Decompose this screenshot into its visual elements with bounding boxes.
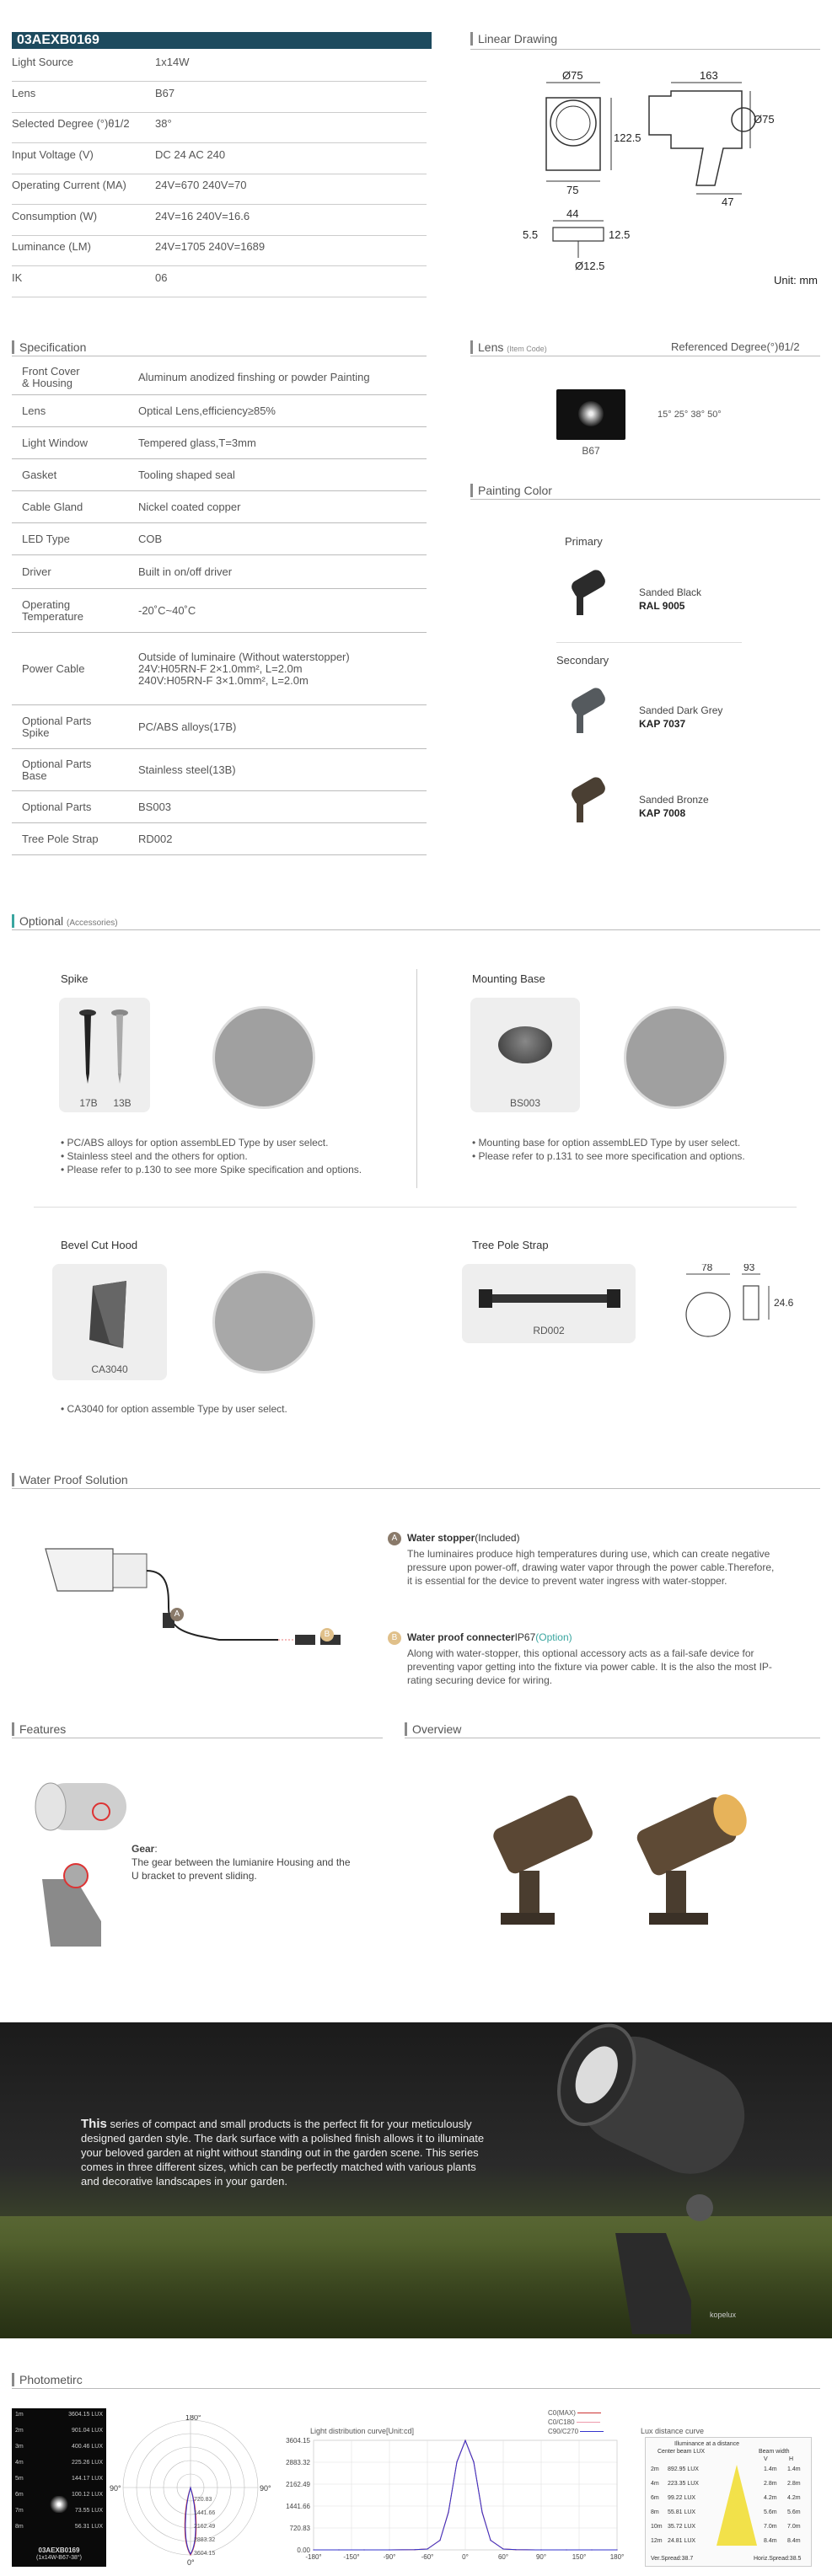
y-tick-label: 1441.66 — [286, 2503, 310, 2510]
overview-product-image — [489, 1786, 776, 1938]
water-stopper-sub: (Included) — [475, 1532, 520, 1544]
spike-a-label: 17B — [79, 1097, 98, 1109]
illum-h: 8.4m — [787, 2538, 801, 2544]
illum-distance: 2m — [651, 2466, 659, 2472]
spec-row — [12, 240, 427, 266]
color-product-icon — [563, 688, 610, 738]
color-option — [560, 566, 796, 625]
specification-label: Operating Temperature — [22, 598, 83, 623]
specification-value: BS003 — [138, 801, 172, 813]
specification-label: Optional Parts — [22, 801, 92, 813]
divider — [470, 49, 820, 50]
hood-code: CA3040 — [91, 1363, 128, 1375]
strap-card — [462, 1264, 636, 1343]
data-point — [313, 2549, 314, 2550]
polar-bottom: 0° — [187, 2558, 195, 2567]
divider — [12, 2388, 820, 2389]
water-stopper-title: Water stopper — [407, 1532, 475, 1544]
hood-detail-image — [212, 1271, 315, 1374]
illum-head2: Center beam LUX — [658, 2449, 706, 2455]
spec-value: 1x14W — [155, 56, 190, 68]
dark-row-distance: 2m — [15, 2428, 24, 2434]
specification-label: Cable Gland — [22, 501, 83, 513]
badge-a: A — [388, 1532, 401, 1545]
curve-title: Light distribution curve[Unit:cd] — [310, 2427, 415, 2435]
dark-row-lux: 144.17 LUX — [72, 2476, 103, 2482]
spec-value: 24V=16 240V=16.6 — [155, 210, 250, 222]
illum-head5: H — [789, 2456, 794, 2462]
gear-title: Gear — [132, 1843, 155, 1855]
dark-row-lux: 901.04 LUX — [72, 2428, 103, 2434]
specification-value: Aluminum anodized finshing or powder Painting — [138, 371, 370, 383]
spike-title: Spike — [61, 972, 89, 985]
water-stopper-text: The luminaires produce high temperatures during use, which can create negative pressure upon power-off, drawing water vapor through the power cable.Therefore, it is essential for the device to prevent water ingress with water-stopper. — [407, 1548, 775, 1587]
specification-value: Optical Lens,efficiency≥85% — [138, 404, 276, 417]
specification-row — [12, 428, 427, 459]
strap-drawing — [674, 1264, 809, 1340]
dim-d75-top: Ø75 — [562, 69, 583, 82]
polar-right: 90° — [260, 2484, 271, 2493]
waterproof-title: Water Proof Solution — [12, 1473, 128, 1486]
polar-ring-label: 1441.66 — [194, 2510, 216, 2516]
spec-label: Luminance (LM) — [12, 240, 91, 253]
photometric-title: Photometirc — [12, 2373, 83, 2386]
primary-label: Primary — [565, 535, 603, 548]
spec-row — [12, 148, 427, 174]
dark-row — [15, 2524, 103, 2530]
spec-row — [12, 87, 427, 113]
optional-title — [12, 914, 118, 928]
hood-icon — [84, 1277, 135, 1353]
linear-drawing — [472, 67, 826, 295]
illum-distance: 6m — [651, 2495, 659, 2501]
illum-lux: 99.22 LUX — [668, 2495, 696, 2501]
x-tick-label: 60° — [497, 2553, 509, 2561]
note-line: • Please refer to p.131 to see more specification and options. — [472, 1150, 745, 1162]
legend-swatch — [580, 2431, 604, 2432]
dark-row-distance: 1m — [15, 2412, 24, 2418]
dim-d75-side: Ø75 — [754, 113, 775, 126]
illum-row — [646, 2495, 811, 2507]
spec-row — [12, 117, 427, 143]
y-tick-label: 720.83 — [289, 2525, 310, 2532]
x-tick-label: 180° — [609, 2553, 625, 2561]
spec-row — [12, 271, 427, 297]
spec-value: DC 24 AC 240 — [155, 148, 226, 161]
lens-icon — [578, 401, 604, 426]
lens-title — [470, 340, 547, 354]
illum-distance: 8m — [651, 2509, 659, 2515]
waterproof-diagram — [42, 1540, 362, 1675]
optional-title-text: Optional — [19, 914, 64, 928]
specification-label: Power Cable — [22, 662, 85, 675]
data-point — [591, 2549, 592, 2550]
spec-row — [12, 210, 427, 236]
polar-diagram — [110, 2415, 278, 2567]
legend-swatch — [577, 2422, 600, 2423]
dark-row-distance: 3m — [15, 2444, 24, 2450]
dark-row-lux: 3604.15 LUX — [68, 2412, 103, 2418]
illum-table — [645, 2437, 812, 2567]
specification-title: Specification — [12, 340, 86, 354]
data-point — [515, 2549, 516, 2550]
polar-ring-label: 720.83 — [194, 2497, 212, 2503]
x-tick-label: 150° — [572, 2553, 587, 2561]
base-code: BS003 — [509, 1097, 541, 1109]
spec-label: Lens — [12, 87, 36, 99]
spec-value: 24V=670 240V=70 — [155, 179, 247, 191]
illum-row — [646, 2509, 811, 2521]
data-point — [481, 2512, 482, 2513]
specification-row — [12, 556, 427, 589]
lens-code: B67 — [582, 445, 600, 457]
color-option — [560, 684, 796, 743]
specification-value: Stainless steel(13B) — [138, 763, 236, 776]
color-option — [560, 774, 796, 833]
specification-row — [12, 634, 427, 705]
specification-label: LED Type — [22, 533, 70, 545]
specification-row — [12, 524, 427, 555]
base-card — [470, 998, 580, 1112]
specification-label: Optional Parts Spike — [22, 715, 92, 739]
strap-dim-93: 93 — [743, 1264, 755, 1273]
specification-row — [12, 750, 427, 791]
illum-head1: Illuminance at a distance — [674, 2441, 740, 2447]
illum-h: 2.8m — [787, 2481, 801, 2487]
illum-row — [646, 2538, 811, 2550]
specification-value: COB — [138, 533, 163, 545]
badge-b: B — [388, 1631, 401, 1645]
data-point — [502, 2548, 503, 2549]
lens-referenced-degree: Referenced Degree(°)θ1/2 — [671, 340, 800, 353]
divider — [470, 499, 820, 500]
illum-distance: 10m — [651, 2524, 663, 2530]
specification-row — [12, 706, 427, 749]
illum-lux: 223.35 LUX — [668, 2481, 699, 2487]
dark-row-lux: 100.12 LUX — [72, 2492, 103, 2498]
badge-b-diagram: B — [320, 1628, 334, 1641]
strap-icon — [479, 1294, 620, 1303]
divider — [12, 1488, 820, 1489]
illum-lux: 892.95 LUX — [668, 2466, 699, 2472]
water-stopper-heading — [407, 1532, 520, 1544]
base-icon — [498, 1026, 552, 1063]
illum-row — [646, 2524, 811, 2536]
legend-c90c270-label: C90/C270 — [548, 2428, 579, 2435]
strap-title: Tree Pole Strap — [472, 1239, 549, 1251]
illum-h: 1.4m — [787, 2466, 801, 2472]
spike-card — [59, 998, 150, 1112]
data-point — [616, 2549, 617, 2550]
specification-label: Driver — [22, 565, 51, 578]
connector-sub: (Option) — [535, 1631, 572, 1643]
illum-h: 7.0m — [787, 2524, 801, 2530]
illum-row — [646, 2481, 811, 2493]
data-point — [464, 2440, 465, 2441]
specification-row — [12, 460, 427, 491]
specification-value: -20˚C~40˚C — [138, 604, 196, 617]
dark-row — [15, 2412, 103, 2418]
connector-heading — [407, 1631, 572, 1643]
specification-value: Built in on/off driver — [138, 565, 233, 578]
banner-body: series of compact and small products is the perfect fit for your meticulously designed garden style. The dark surface with a polished finish allows it to illuminate your beloved garden at night without standing out in the garden scene. This series comes in three different sizes, which can be perfectly matched with various plants and decorative landscapes in your garden. — [81, 2118, 485, 2188]
legend-c0max-label: C0(MAX) — [548, 2409, 576, 2417]
dim-w47: 47 — [722, 195, 734, 208]
painting-title: Painting Color — [470, 484, 552, 497]
data-point — [540, 2549, 541, 2550]
hood-card — [52, 1264, 167, 1380]
specification-label: Lens — [22, 404, 46, 417]
dark-row-lux: 400.46 LUX — [72, 2444, 103, 2450]
specification-value: Tempered glass,T=3mm — [138, 436, 256, 449]
lens-image — [556, 389, 625, 440]
strap-buckle-icon — [479, 1289, 492, 1308]
dark-row — [15, 2476, 103, 2482]
illum-vspread: Ver.Spread:38.7 — [651, 2556, 694, 2562]
color-code: KAP 7037 — [639, 718, 686, 730]
lens-degrees: 15° 25° 38° 50° — [658, 410, 722, 420]
specification-value: Tooling shaped seal — [138, 469, 235, 481]
connector-text: Along with water-stopper, this optional accessory acts as a fail-safe device for preventing vapor getting into the fixture via power cable. It is the also the most IP-rating securing device for wiring. — [407, 1647, 772, 1686]
illum-v: 4.2m — [764, 2495, 777, 2501]
illum-title: Lux distance curve — [641, 2427, 705, 2435]
dim-w125: 12.5 — [609, 228, 631, 241]
gear-description — [132, 1842, 359, 1882]
note-line: • PC/ABS alloys for option assembLED Type by user select. — [61, 1137, 329, 1149]
spec-label: IK — [12, 271, 23, 284]
spec-row — [12, 56, 427, 82]
x-tick-label: -150° — [343, 2553, 360, 2561]
dim-h122: 122.5 — [614, 131, 641, 144]
spec-label: Operating Current (MA) — [12, 179, 126, 191]
spec-value: 06 — [155, 271, 168, 284]
spike-b-label: 13B — [113, 1097, 132, 1109]
note-line: • Mounting base for option assembLED Type by user select. — [472, 1137, 741, 1149]
illum-distance: 4m — [651, 2481, 659, 2487]
data-point — [473, 2461, 474, 2462]
base-title: Mounting Base — [472, 972, 545, 985]
panel-caption-sub: (1x14W-B67-38°) — [35, 2555, 83, 2561]
lux-dark-panel — [12, 2408, 106, 2567]
divider — [556, 642, 742, 643]
dim-d125: Ø12.5 — [575, 260, 605, 272]
dark-row — [15, 2428, 103, 2434]
data-point — [338, 2549, 339, 2550]
unit-label: Unit: mm — [774, 274, 818, 287]
gear-text: : The gear between the lumianire Housing and the U bracket to prevent sliding. — [132, 1843, 351, 1882]
illum-lux: 35.72 LUX — [668, 2524, 696, 2530]
spec-label: Light Source — [12, 56, 73, 68]
illum-v: 2.8m — [764, 2481, 777, 2487]
linear-drawing-title: Linear Drawing — [470, 32, 557, 46]
x-tick-label: -180° — [305, 2553, 322, 2561]
illum-v: 5.6m — [764, 2509, 777, 2515]
color-name: Sanded Dark Grey — [639, 704, 723, 716]
spec-value: 38° — [155, 117, 172, 130]
legend-c0c180-label: C0/C180 — [548, 2418, 575, 2426]
dark-row-distance: 5m — [15, 2476, 24, 2482]
spec-row — [12, 179, 427, 205]
dark-row-distance: 8m — [15, 2524, 24, 2530]
lens-subtitle: (Item Code) — [507, 345, 547, 353]
color-product-icon — [563, 777, 610, 827]
dim-w44: 44 — [566, 207, 579, 220]
light-beam-icon — [49, 2496, 69, 2513]
spike-icon — [69, 1006, 140, 1090]
note-line: • Please refer to p.130 to see more Spike specification and options. — [61, 1164, 362, 1176]
spike-detail-image — [212, 1006, 315, 1109]
dark-row-distance: 4m — [15, 2460, 24, 2466]
illum-hspread: Horiz.Spread:38.5 — [754, 2556, 802, 2562]
dark-row-lux: 225.26 LUX — [72, 2460, 103, 2466]
y-tick-label: 0.00 — [297, 2547, 310, 2554]
strap-buckle-icon — [607, 1289, 620, 1308]
illum-row — [646, 2466, 811, 2478]
specification-label: Gasket — [22, 469, 57, 481]
badge-a-diagram: A — [170, 1608, 184, 1621]
specification-label: Tree Pole Strap — [22, 833, 99, 845]
illum-v: 1.4m — [764, 2466, 777, 2472]
illum-h: 5.6m — [787, 2509, 801, 2515]
data-point — [414, 2549, 415, 2550]
x-tick-label: -60° — [421, 2553, 434, 2561]
dark-row — [15, 2460, 103, 2466]
divider — [416, 969, 417, 1188]
strap-dim-78: 78 — [701, 1264, 713, 1273]
secondary-label: Secondary — [556, 654, 609, 667]
specification-label: Optional Parts Base — [22, 758, 92, 782]
polar-ring-label: 3604.15 — [194, 2551, 216, 2557]
banner-lead: This — [81, 2117, 107, 2131]
specification-value: PC/ABS alloys(17B) — [138, 720, 237, 733]
spec-label: Consumption (W) — [12, 210, 98, 222]
specification-label: Light Window — [22, 436, 89, 449]
polar-left: 90° — [110, 2484, 121, 2493]
polar-top: 180° — [185, 2415, 201, 2422]
connector-title: Water proof connecter — [407, 1631, 515, 1643]
strap-code: RD002 — [533, 1325, 565, 1336]
illum-lux: 55.81 LUX — [668, 2509, 696, 2515]
specification-value: RD002 — [138, 833, 173, 845]
x-tick-label: -90° — [383, 2553, 396, 2561]
illum-v: 7.0m — [764, 2524, 777, 2530]
dim-w163: 163 — [700, 69, 718, 82]
illum-head3: Beam width — [759, 2449, 790, 2455]
dark-row-distance: 6m — [15, 2492, 24, 2498]
specification-row — [12, 792, 427, 823]
legend-c0c180 — [548, 2418, 604, 2427]
dim-w55: 5.5 — [523, 228, 539, 241]
feature-gear-image — [25, 1770, 143, 1955]
data-point — [456, 2461, 457, 2462]
dark-row-distance: 7m — [15, 2508, 24, 2514]
polar-ring-label: 2883.32 — [194, 2537, 216, 2543]
polar-ring-label: 2162.49 — [194, 2524, 216, 2530]
banner-product-image — [489, 2022, 776, 2338]
divider — [12, 929, 820, 930]
color-name: Sanded Bronze — [639, 794, 709, 806]
illum-lux: 24.81 LUX — [668, 2538, 696, 2544]
panel-caption: 03AEXB0169 — [38, 2547, 80, 2554]
banner-text — [81, 2117, 494, 2188]
divider — [34, 1207, 797, 1208]
model-title: 03AEXB0169 — [12, 32, 432, 49]
illum-head4: V — [764, 2456, 768, 2462]
note-line: • CA3040 for option assemble Type by user select. — [61, 1403, 287, 1415]
connector-ip: IP67 — [514, 1631, 536, 1643]
lens-title-text: Lens — [478, 340, 504, 354]
specification-row — [12, 492, 427, 523]
illum-distance: 12m — [651, 2538, 663, 2544]
specification-row — [12, 396, 427, 427]
color-code: RAL 9005 — [639, 600, 685, 612]
spec-label: Selected Degree (°)θ1/2 — [12, 117, 130, 130]
dark-row-lux: 73.55 LUX — [74, 2508, 103, 2514]
specification-value: Nickel coated copper — [138, 501, 241, 513]
hero-banner — [0, 2022, 832, 2338]
dark-row-lux: 56.31 LUX — [74, 2524, 103, 2530]
specification-value: Outside of luminaire (Without waterstopper) 24V:H05RN-F 2×1.0mm², L=2.0m 240V:H05RN-F 3×1.0mm², L=2.0m — [138, 651, 350, 687]
note-line: • Stainless steel and the others for option. — [61, 1150, 248, 1162]
hood-title: Bevel Cut Hood — [61, 1239, 138, 1251]
y-tick-label: 2883.32 — [286, 2459, 310, 2466]
legend-c0max — [548, 2408, 604, 2418]
dark-row — [15, 2444, 103, 2450]
specification-row — [12, 361, 427, 395]
x-tick-label: 0° — [462, 2553, 469, 2561]
optional-subtitle: (Accessories) — [67, 918, 118, 928]
banner-brand: kopelux — [710, 2311, 737, 2319]
strap-dim-246: 24.6 — [774, 1297, 794, 1309]
data-point — [490, 2540, 491, 2541]
data-point — [363, 2549, 364, 2550]
spec-value: 24V=1705 240V=1689 — [155, 240, 266, 253]
y-tick-label: 2162.49 — [286, 2481, 310, 2488]
dim-w75: 75 — [566, 184, 579, 196]
spec-value: B67 — [155, 87, 175, 99]
y-tick-label: 3604.15 — [286, 2437, 310, 2445]
base-detail-image — [624, 1006, 727, 1109]
color-product-icon — [563, 570, 610, 620]
spec-label: Input Voltage (V) — [12, 148, 94, 161]
color-name: Sanded Black — [639, 586, 702, 598]
light-distribution-chart — [278, 2435, 632, 2570]
illum-h: 4.2m — [787, 2495, 801, 2501]
specification-row — [12, 590, 427, 633]
specification-row — [12, 824, 427, 855]
overview-title: Overview — [405, 1722, 461, 1736]
color-code: KAP 7008 — [639, 807, 686, 819]
data-point — [439, 2540, 440, 2541]
illum-v: 8.4m — [764, 2538, 777, 2544]
features-title: Features — [12, 1722, 66, 1736]
curve-legend — [548, 2408, 604, 2436]
specification-label: Front Cover & Housing — [22, 365, 80, 389]
x-tick-label: 90° — [535, 2553, 547, 2561]
